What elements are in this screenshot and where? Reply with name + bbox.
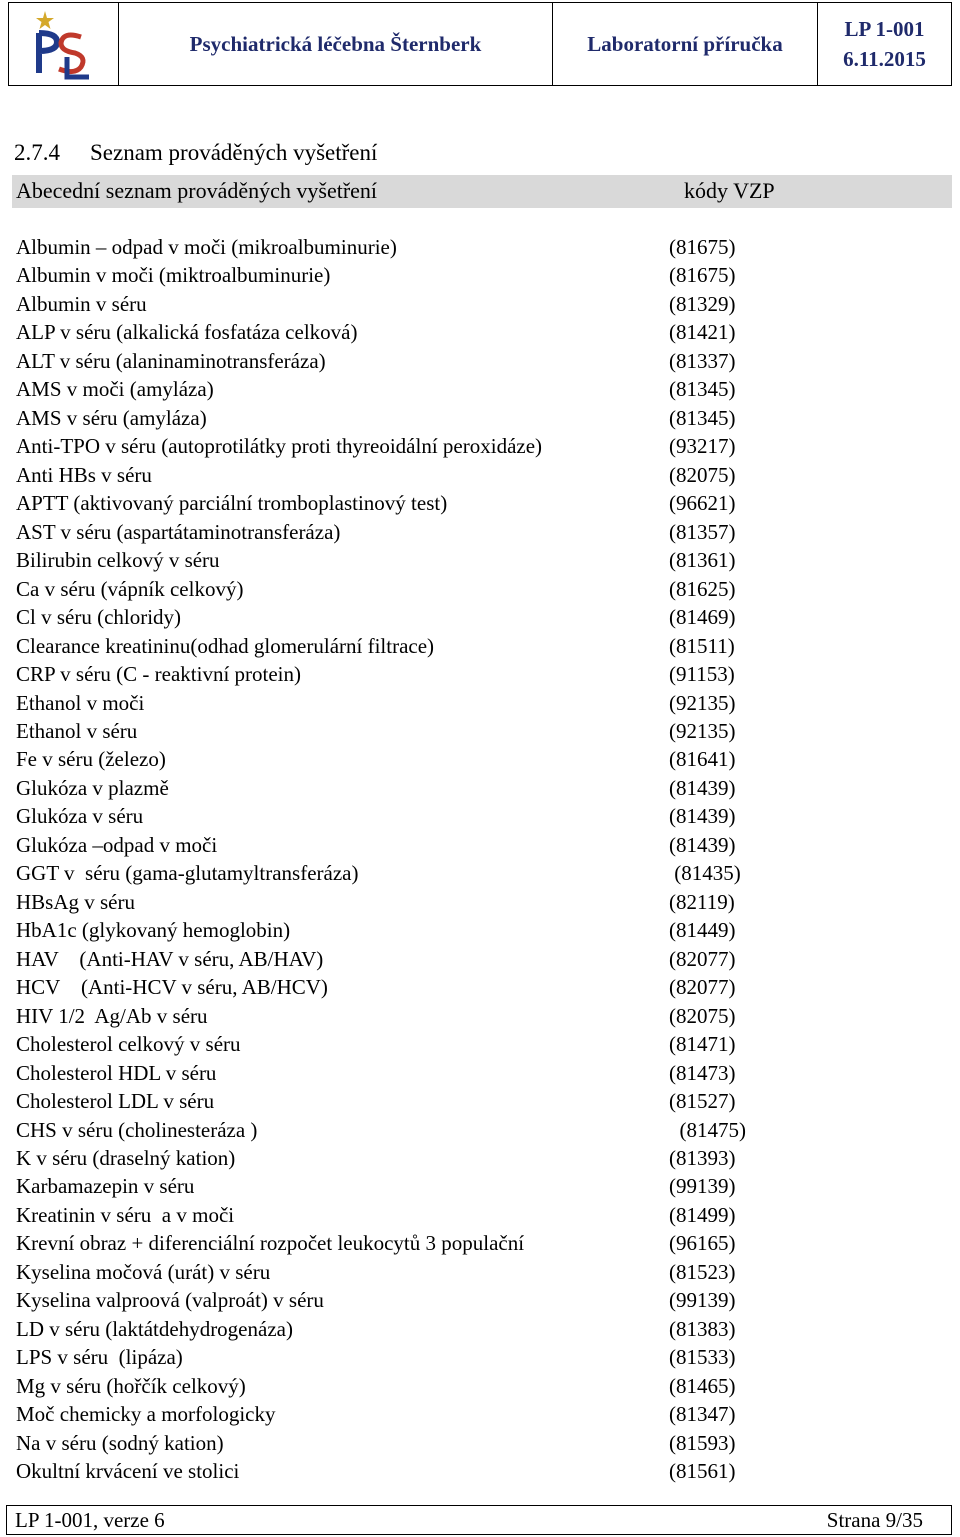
list-item [0, 1087, 960, 1115]
test-name: HIV 1/2 Ag/Ab v séru [16, 1003, 208, 1028]
list-item [0, 261, 960, 289]
document-code: LP 1-001 [844, 17, 925, 41]
list-subtitle: Abecední seznam prováděných vyšetření [16, 178, 378, 203]
vzp-code: (93217) [669, 434, 736, 459]
list-item [0, 660, 960, 688]
document-version: LP 1-001, verze 6 [15, 1508, 165, 1532]
vzp-code: (81625) [669, 576, 736, 601]
section-heading [14, 140, 377, 166]
vzp-code: (99139) [669, 1288, 736, 1313]
test-name: Karbamazepin v séru [16, 1174, 195, 1199]
list-item [0, 859, 960, 887]
vzp-code: (81499) [669, 1202, 736, 1227]
test-list [0, 233, 960, 1486]
codes-column-heading: kódy VZP [684, 178, 775, 203]
vzp-code: (81383) [669, 1316, 736, 1341]
test-name: GGT v séru (gama-glutamyltransferáza) [16, 861, 359, 886]
test-name: Ethanol v séru [16, 718, 138, 743]
list-item [0, 1172, 960, 1200]
vzp-code: (81527) [669, 1089, 736, 1114]
test-name: Clearance kreatininu(odhad glomerulární filtrace) [16, 633, 435, 658]
list-item [0, 1343, 960, 1371]
test-name: Na v séru (sodný kation) [16, 1430, 224, 1455]
vzp-code: (81435) [669, 861, 741, 886]
test-name: Albumin – odpad v moči (mikroalbuminurie) [16, 235, 397, 259]
test-name: ALP v séru (alkalická fosfatáza celková) [16, 320, 358, 345]
logo-cell [9, 3, 119, 85]
organization-name: Psychiatrická léčebna Šternberk [189, 31, 482, 56]
list-item [0, 1429, 960, 1457]
list-item [0, 1116, 960, 1144]
test-name: AMS v séru (amyláza) [16, 405, 207, 430]
vzp-code: (81345) [669, 377, 736, 402]
list-item [0, 802, 960, 830]
vzp-code: (81449) [669, 918, 736, 943]
vzp-code: (82077) [669, 975, 736, 1000]
vzp-code: (81361) [669, 548, 736, 573]
test-name: HbA1c (glykovaný hemoglobin) [16, 918, 291, 943]
test-name: Kreatinin v séru a v moči [16, 1202, 235, 1227]
vzp-code: (81675) [669, 235, 736, 259]
test-name: Krevní obraz + diferenciální rozpočet leukocytů 3 populační [16, 1231, 525, 1256]
vzp-code: (81511) [669, 633, 735, 658]
list-item [0, 888, 960, 916]
organization-cell [119, 3, 553, 85]
list-item [0, 1400, 960, 1428]
vzp-code: (82119) [669, 889, 735, 914]
list-item [0, 1059, 960, 1087]
list-item [0, 1201, 960, 1229]
test-name: Cholesterol HDL v séru [16, 1060, 217, 1085]
test-name: Anti HBs v séru [16, 462, 152, 487]
list-item [0, 1144, 960, 1172]
page-number: Strana 9/35 [826, 1508, 923, 1532]
list-item [0, 689, 960, 717]
test-name: AMS v moči (amyláza) [16, 377, 214, 402]
document-header [8, 2, 952, 86]
vzp-code: (81421) [669, 320, 736, 345]
list-item [0, 518, 960, 546]
test-name: LD v séru (laktátdehydrogenáza) [16, 1316, 293, 1341]
test-name: Okultní krvácení ve stolici [16, 1459, 240, 1484]
test-name: Fe v séru (železo) [16, 747, 166, 772]
vzp-code: (82075) [669, 1003, 736, 1028]
list-item [0, 1030, 960, 1058]
vzp-code: (81533) [669, 1345, 736, 1370]
test-name: LPS v séru (lipáza) [16, 1345, 183, 1370]
test-name: Ethanol v moči [16, 690, 145, 715]
list-item [0, 546, 960, 574]
list-item [0, 290, 960, 318]
test-name: Ca v séru (vápník celkový) [16, 576, 244, 601]
vzp-code: (81393) [669, 1146, 736, 1170]
vzp-code: (81475) [669, 1117, 746, 1142]
test-name: Mg v séru (hořčík celkový) [16, 1373, 246, 1398]
test-name: Glukóza v séru [16, 804, 144, 829]
test-name: Albumin v séru [16, 291, 147, 316]
list-item [0, 375, 960, 403]
subtitle-band [12, 175, 952, 208]
page-footer [6, 1505, 952, 1535]
test-name: CRP v séru (C - reaktivní protein) [16, 662, 302, 687]
vzp-code: (81473) [669, 1060, 736, 1085]
list-item [0, 973, 960, 1001]
institution-logo [31, 9, 93, 81]
vzp-code: (81641) [669, 747, 736, 772]
test-name: Cl v séru (chloridy) [16, 605, 182, 630]
vzp-code: (81471) [669, 1032, 736, 1057]
test-name: APTT (aktivovaný parciální tromboplastinový test) [16, 491, 448, 516]
vzp-code: (81523) [669, 1259, 736, 1284]
vzp-code: (92135) [669, 718, 736, 743]
vzp-code: (81675) [669, 263, 736, 288]
document-date: 6.11.2015 [843, 47, 926, 71]
vzp-code: (81469) [669, 605, 736, 630]
manual-title: Laboratorní příručka [587, 31, 783, 56]
list-item [0, 1258, 960, 1286]
vzp-code: (81329) [669, 291, 736, 316]
list-item [0, 1002, 960, 1030]
vzp-code: (81345) [669, 405, 736, 430]
test-name: HBsAg v séru [16, 889, 135, 914]
vzp-code: (92135) [669, 690, 736, 715]
list-item [0, 489, 960, 517]
vzp-code: (81439) [669, 775, 736, 800]
test-name: Anti-TPO v séru (autoprotilátky proti thyreoidální peroxidáze) [16, 434, 543, 459]
test-name: K v séru (draselný kation) [16, 1146, 236, 1170]
list-item [0, 1286, 960, 1314]
list-item [0, 916, 960, 944]
vzp-code: (96621) [669, 491, 736, 516]
list-item [0, 404, 960, 432]
code-cell [818, 3, 951, 85]
test-name: HAV (Anti-HAV v séru, AB/HAV) [16, 946, 324, 971]
test-name: HCV (Anti-HCV v séru, AB/HCV) [16, 975, 328, 1000]
list-item [0, 603, 960, 631]
list-item [0, 432, 960, 460]
list-item [0, 745, 960, 773]
vzp-code: (81337) [669, 348, 736, 373]
manual-cell [553, 3, 818, 85]
section-number: 2.7.4 [14, 140, 60, 165]
list-item [0, 831, 960, 859]
test-name: Moč chemicky a morfologicky [16, 1402, 276, 1427]
vzp-code: (81465) [669, 1373, 736, 1398]
vzp-code: (81439) [669, 804, 736, 829]
test-name: Bilirubin celkový v séru [16, 548, 220, 573]
vzp-code: (81561) [669, 1459, 736, 1484]
vzp-code: (81357) [669, 519, 736, 544]
list-item [0, 575, 960, 603]
vzp-code: (81593) [669, 1430, 736, 1455]
test-name: Albumin v moči (miktroalbuminurie) [16, 263, 331, 288]
section-title: Seznam prováděných vyšetření [90, 140, 378, 165]
test-name: Kyselina valproová (valproát) v séru [16, 1288, 324, 1313]
list-item [0, 774, 960, 802]
list-item [0, 945, 960, 973]
vzp-code: (96165) [669, 1231, 736, 1256]
list-item [0, 717, 960, 745]
test-name: AST v séru (aspartátaminotransferáza) [16, 519, 341, 544]
vzp-code: (82075) [669, 462, 736, 487]
test-name: ALT v séru (alaninaminotransferáza) [16, 348, 326, 373]
list-item [0, 1457, 960, 1485]
list-item [0, 632, 960, 660]
list-item [0, 347, 960, 375]
vzp-code: (82077) [669, 946, 736, 971]
test-name: Cholesterol celkový v séru [16, 1032, 241, 1057]
test-name: CHS v séru (cholinesteráza ) [16, 1117, 258, 1142]
test-name: Kyselina močová (urát) v séru [16, 1259, 271, 1284]
list-item [0, 233, 960, 261]
list-item [0, 1372, 960, 1400]
vzp-code: (81347) [669, 1402, 736, 1427]
star-icon [36, 11, 54, 29]
list-item [0, 318, 960, 346]
vzp-code: (91153) [669, 662, 735, 687]
test-name: Cholesterol LDL v séru [16, 1089, 215, 1114]
test-name: Glukóza –odpad v moči [16, 832, 218, 857]
test-name: Glukóza v plazmě [16, 775, 169, 800]
vzp-code: (81439) [669, 832, 736, 857]
list-item [0, 1229, 960, 1257]
vzp-code: (99139) [669, 1174, 736, 1199]
list-item [0, 1315, 960, 1343]
list-item [0, 461, 960, 489]
